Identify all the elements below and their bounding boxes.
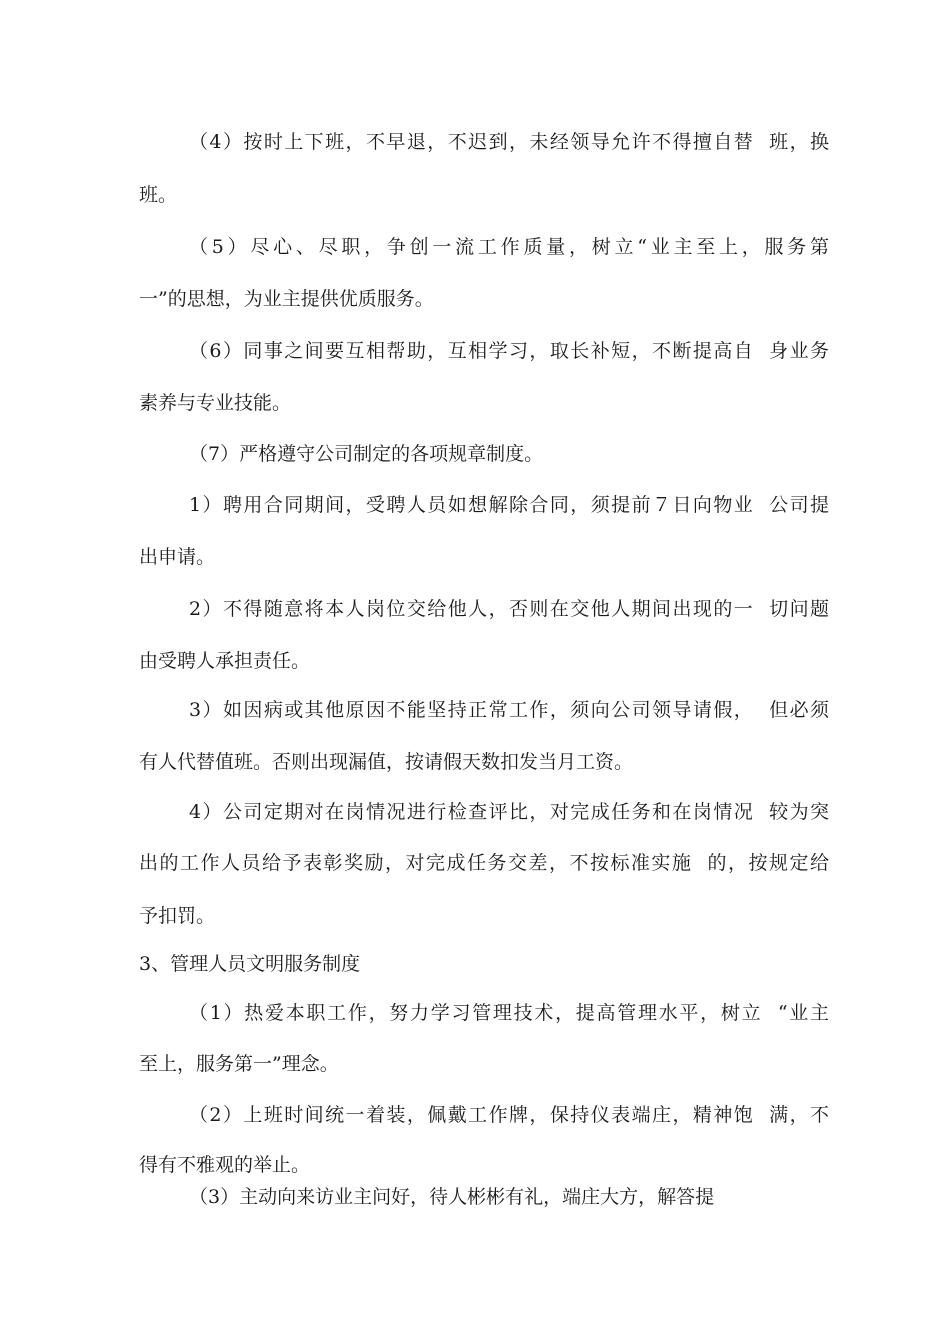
- paragraph-line: 有人代替值班。否则出现漏值，按请假天数扣发当月工资。: [139, 751, 634, 773]
- paragraph-line: 4）公司定期对在岗情况进行检查评比，对完成任务和在岗情况 较为突: [189, 801, 829, 823]
- paragraph-line: 由受聘人承担责任。: [139, 650, 311, 672]
- paragraph-line: （2）上班时间统一着装，佩戴工作牌，保持仪表端庄，精神饱 满，不: [189, 1104, 829, 1126]
- paragraph-line: 一”的思想，为业主提供优质服务。: [139, 288, 434, 310]
- paragraph-line: 予扣罚。: [139, 905, 216, 927]
- paragraph-line: 得有不雅观的举止。: [139, 1154, 311, 1176]
- paragraph-line: （6）同事之间要互相帮助，互相学习，取长补短，不断提高自 身业务: [189, 340, 829, 362]
- paragraph-line: 班。: [139, 184, 178, 206]
- paragraph-line: （3）主动向来访业主问好，待人彬彬有礼，端庄大方，解答提: [189, 1186, 715, 1208]
- paragraph-line: 1）聘用合同期间，受聘人员如想解除合同，须提前７日向物业 公司提: [189, 494, 829, 516]
- paragraph-line: 至上，服务第一”理念。: [139, 1053, 339, 1075]
- paragraph-line: 2）不得随意将本人岗位交给他人，否则在交他人期间出现的一 切问题: [189, 598, 829, 620]
- paragraph-line: （7）严格遵守公司制定的各项规章制度。: [189, 443, 544, 465]
- paragraph-line: 素养与专业技能。: [139, 392, 292, 414]
- paragraph-line: （1）热爱本职工作，努力学习管理技术，提高管理水平，树立 “业主: [189, 1002, 829, 1024]
- paragraph-line: 出的工作人员给予表彰奖励，对完成任务交差，不按标准实施 的，按规定给: [139, 852, 829, 874]
- section-heading: 3、管理人员文明服务制度: [139, 953, 361, 975]
- paragraph-line: 出申请。: [139, 546, 216, 568]
- paragraph-line: 3）如因病或其他原因不能坚持正常工作，须向公司领导请假， 但必须: [189, 699, 829, 721]
- paragraph-line: （5）尽心、尽职，争创一流工作质量，树立“业主至上，服务第: [189, 236, 829, 258]
- paragraph-line: （4）按时上下班，不早退，不迟到，未经领导允许不得擅自替 班，换: [189, 131, 829, 153]
